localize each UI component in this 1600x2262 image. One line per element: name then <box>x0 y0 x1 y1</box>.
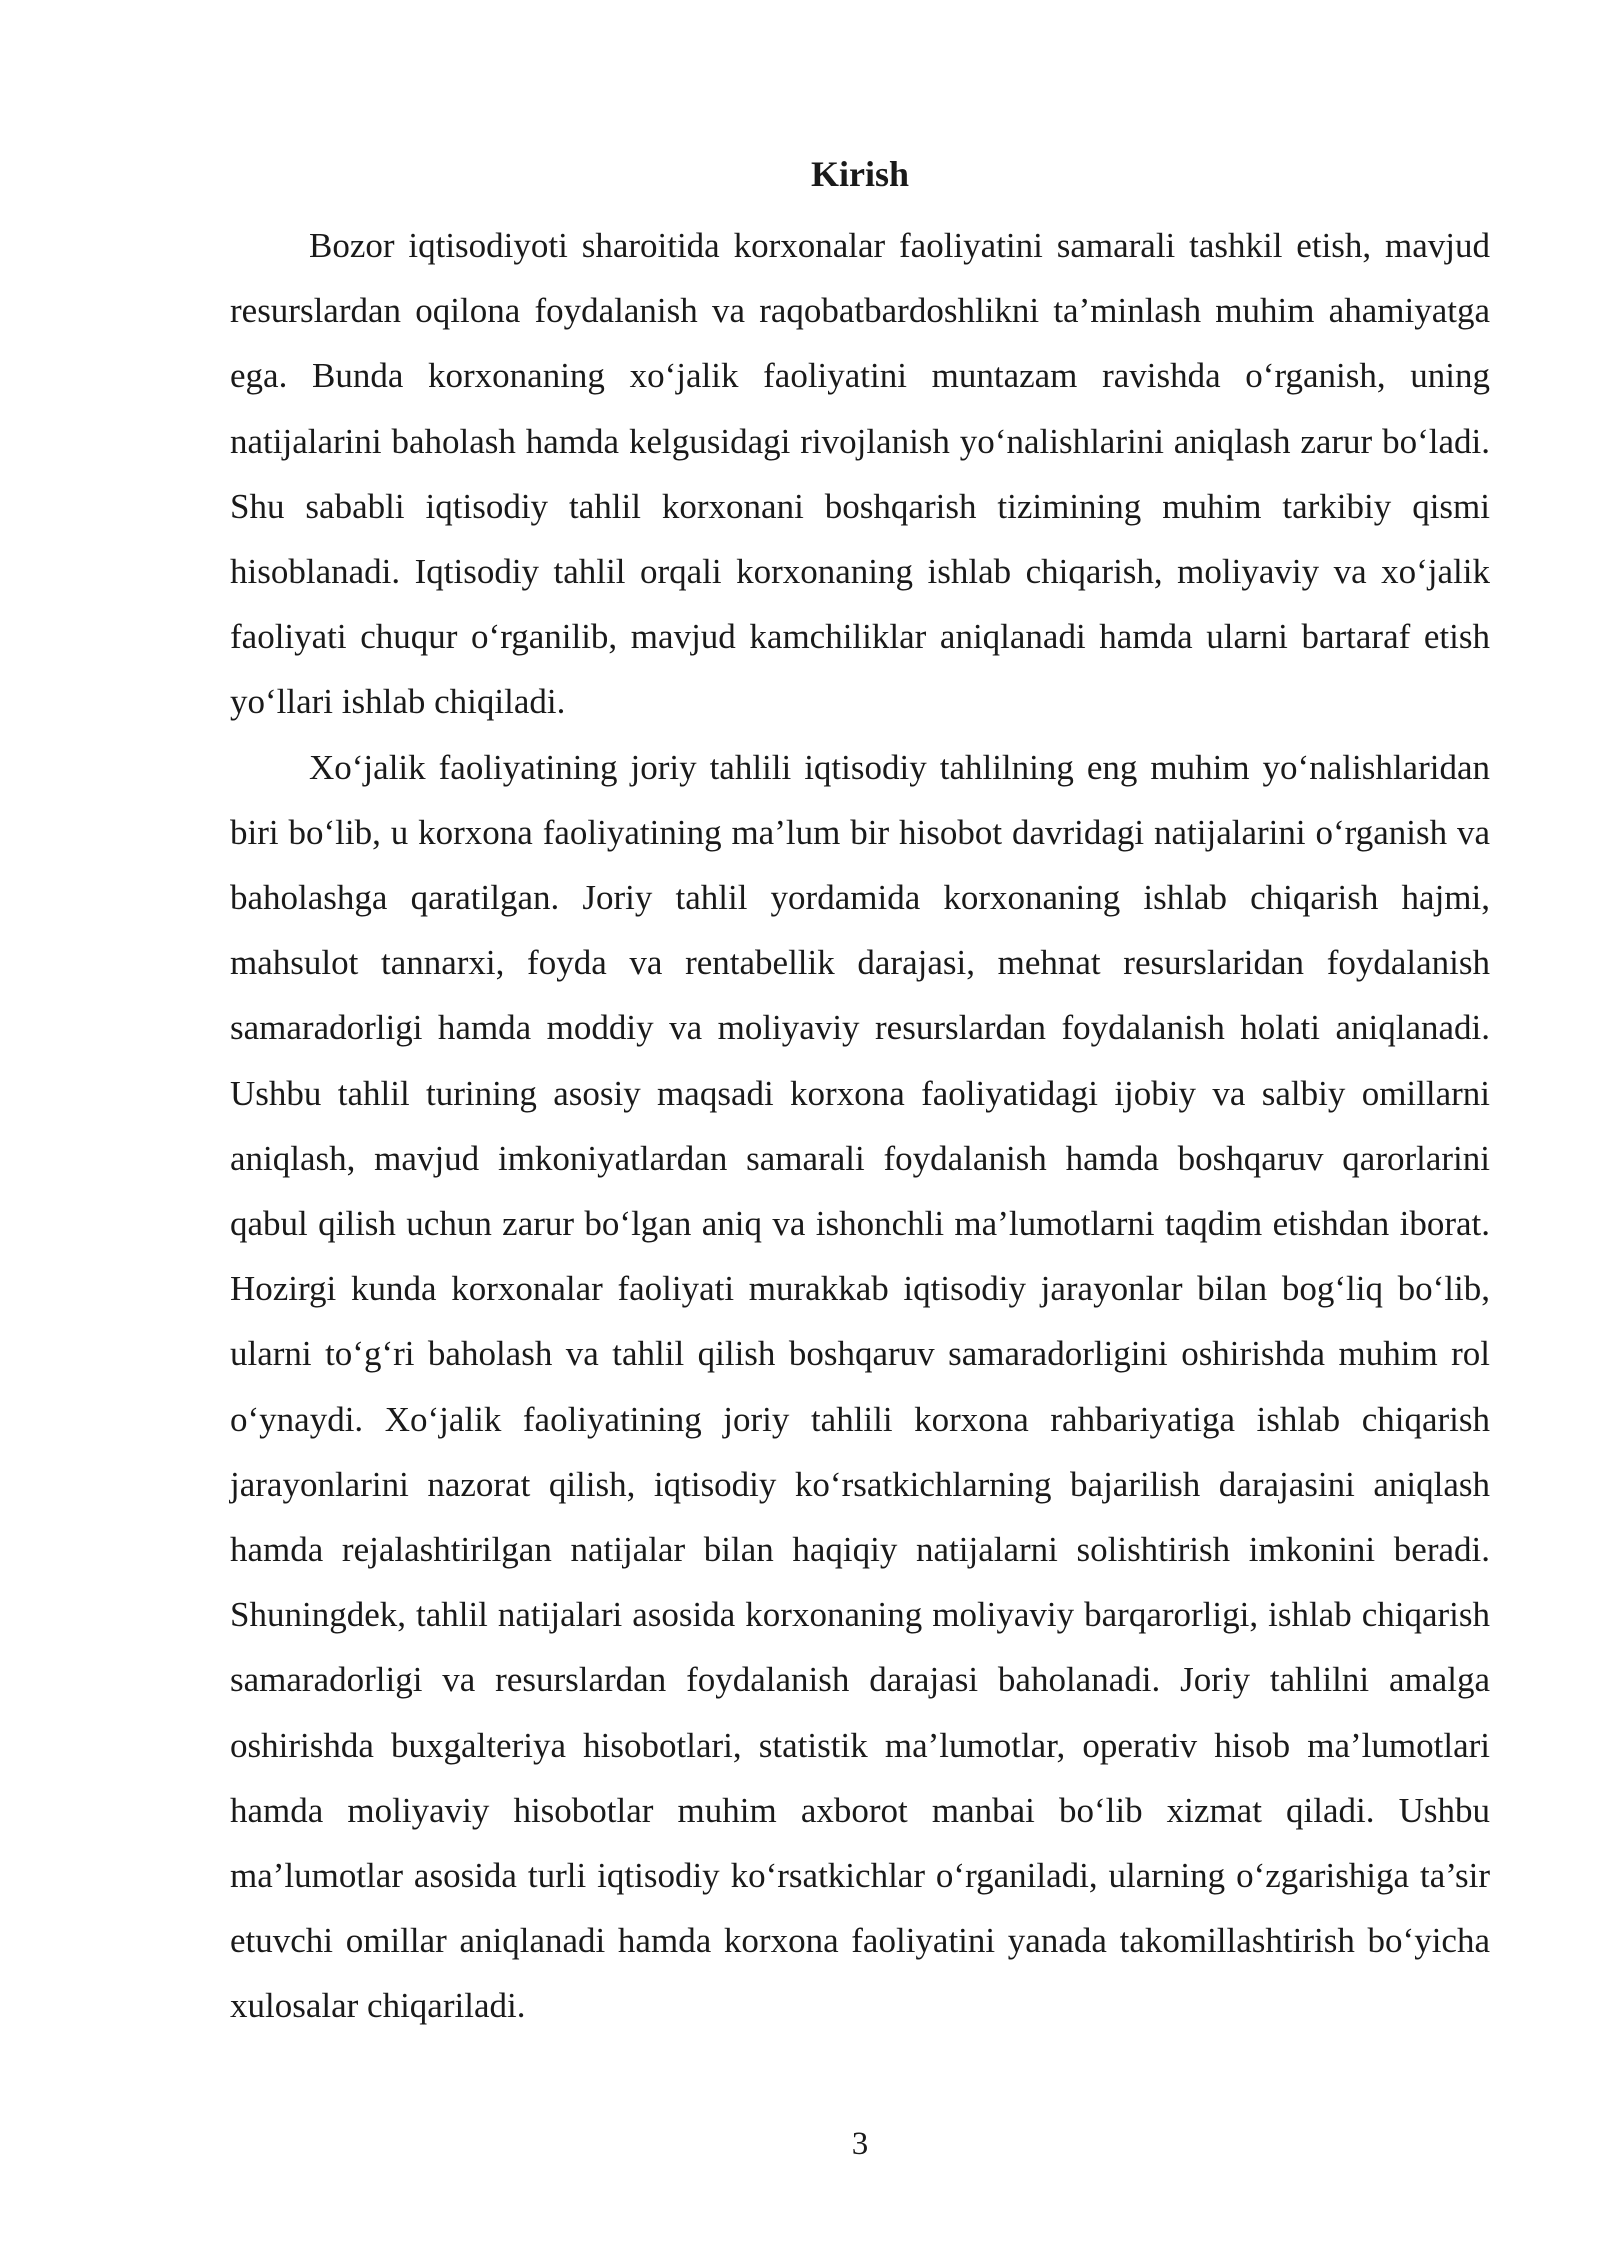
paragraph-2: Xo‘jalik faoliyatining joriy tahlili iqtisodiy tahlilning eng muhim yo‘nalishlaridan biri bo‘lib, u korxona faoliyatining ma’lum bir hisobot davridagi natijalarini o‘rganish va baholashga qaratilgan. Joriy tahlil yordamida korxonaning ishlab chiqarish hajmi, mahsulot tannarxi, foyda va rentabellik darajasi, mehnat resurslaridan foydalanish samaradorligi hamda moddiy va moliyaviy resurslardan foydalanish holati aniqlanadi. Ushbu tahlil turining asosiy maqsadi korxona faoliyatidagi ijobiy va salbiy omillarni aniqlash, mavjud imkoniyatlardan samarali foydalanish hamda boshqaruv qarorlarini qabul qilish uchun zarur bo‘lgan aniq va ishonchli ma’lumotlarni taqdim etishdan iborat. Hozirgi kunda korxonalar faoliyati murakkab iqtisodiy jarayonlar bilan bog‘liq bo‘lib, ularni to‘g‘ri baholash va tahlil qilish boshqaruv samaradorligini oshirishda muhim rol o‘ynaydi. Xo‘jalik faoliyatining joriy tahlili korxona rahbariyatiga ishlab chiqarish jarayonlarini nazorat qilish, iqtisodiy ko‘rsatkichlarning bajarilish darajasini aniqlash hamda rejalashtirilgan natijalar bilan haqiqiy natijalarni solishtirish imkonini beradi. Shuningdek, tahlil natijalari asosida korxonaning moliyaviy barqarorligi, ishlab chiqarish samaradorligi va resurslardan foydalanish darajasi baholanadi. Joriy tahlilni amalga oshirishda buxgalteriya hisobotlari, statistik ma’lumotlar, operativ hisob ma’lumotlari hamda moliyaviy hisobotlar muhim axborot manbai bo‘lib xizmat qiladi. Ushbu ma’lumotlar asosida turli iqtisodiy ko‘rsatkichlar o‘rganiladi, ularning o‘zgarishiga ta’sir etuvchi omillar aniqlanadi hamda korxona faoliyatini yanada takomillashtirish bo‘yicha xulosalar chiqariladi. <box>230 747 1490 2026</box>
paragraph-1: Bozor iqtisodiyoti sharoitida korxonalar faoliyatini samarali tashkil etish, mavjud resurslardan oqilona foydalanish va raqobatbardoshlikni ta’minlash muhim ahamiyatga ega. Bunda korxonaning xo‘jalik faoliyatini muntazam ravishda o‘rganish, uning natijalarini baholash hamda kelgusidagi rivojlanish yo‘nalishlarini aniqlash zarur bo‘ladi. Shu sababli iqtisodiy tahlil korxonani boshqarish tizimining muhim tarkibiy qismi hisoblanadi. Iqtisodiy tahlil orqali korxonaning ishlab chiqarish, moliyaviy va xo‘jalik faoliyati chuqur o‘rganilib, mavjud kamchiliklar aniqlanadi hamda ularni bartaraf etish yo‘llari ishlab chiqiladi. <box>230 226 1490 722</box>
section-heading: Kirish <box>810 154 909 194</box>
page-number: 3 <box>851 2126 869 2162</box>
body-text <box>230 213 1490 2039</box>
